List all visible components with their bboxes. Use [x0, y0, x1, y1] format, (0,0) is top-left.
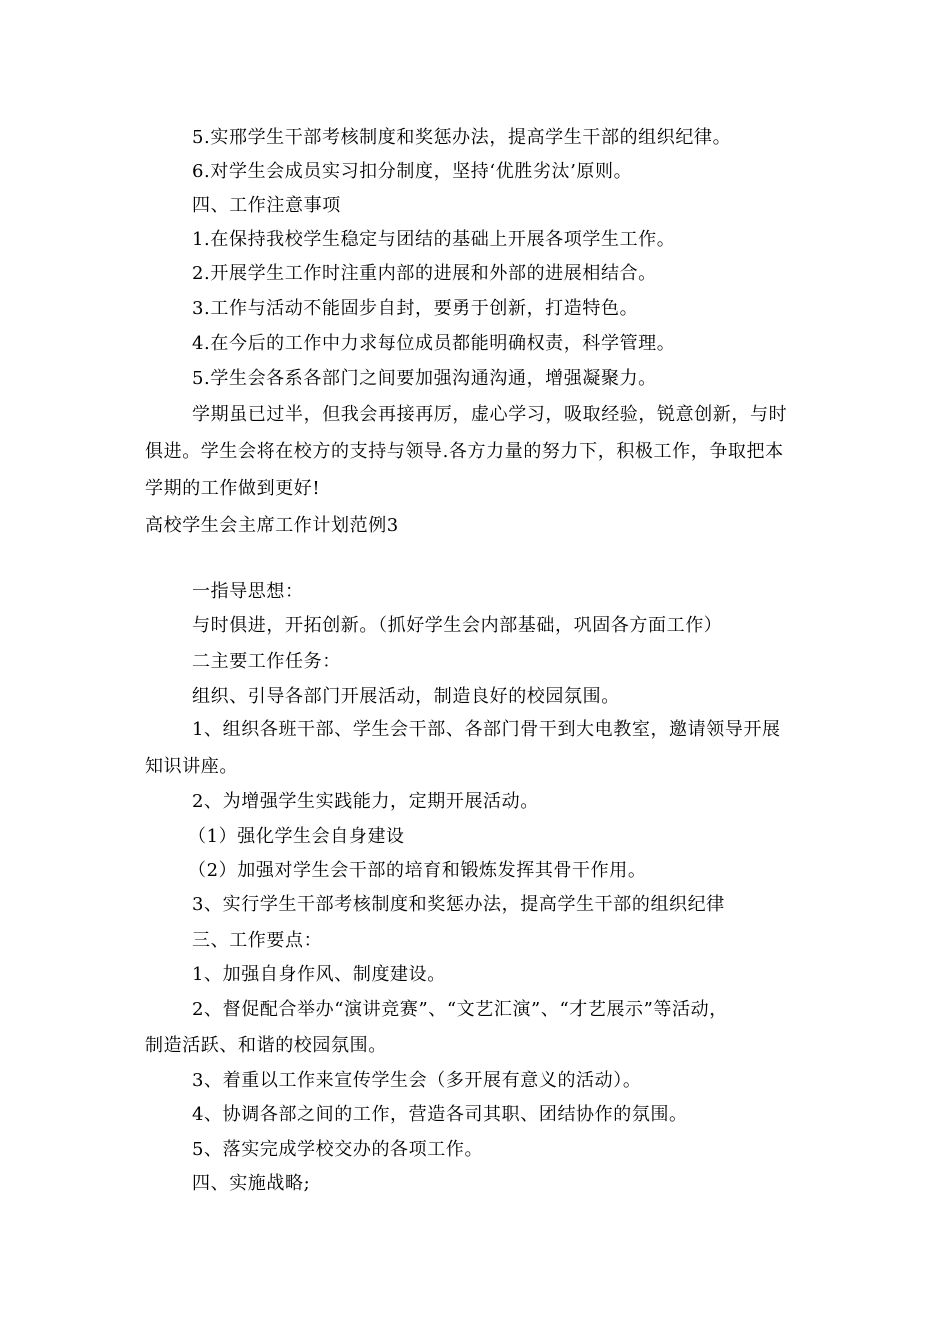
text-line: 学期的工作做到更好! [145, 478, 321, 499]
text-line: 2.开展学生工作时注重内部的进展和外部的进展相结合。 [192, 263, 657, 284]
text-line: 与时俱进，开拓创新。（抓好学生会内部基础，巩固各方面工作） [192, 615, 723, 636]
text-line: 4、协调各部之间的工作，营造各司其职、团结协作的氛围。 [192, 1104, 688, 1125]
section-heading: 三、工作要点： [192, 930, 323, 951]
text-line: 1.在保持我校学生稳定与团结的基础上开展各项学生工作。 [192, 229, 676, 250]
text-line: 5.实邢学生干部考核制度和奖惩办法，提高学生干部的组织纪律。 [192, 127, 732, 148]
text-line: 学期虽已过半，但我会再接再厉，虚心学习，吸取经验，锐意创新，与时 [192, 404, 788, 425]
text-line: （1）强化学生会自身建设 [188, 826, 405, 847]
section-heading: 二主要工作任务： [192, 651, 341, 672]
text-line: 俱进。学生会将在校方的支持与领导.各方力量的努力下，积极工作，争取把本 [145, 441, 784, 462]
document-title: 高校学生会主席工作计划范例3 [145, 515, 399, 536]
text-line: 3.工作与活动不能固步自封，要勇于创新，打造特色。 [192, 298, 639, 319]
section-heading: 四、实施战略; [192, 1173, 311, 1194]
text-line: 知识讲座。 [145, 756, 238, 777]
section-heading: 一指导思想： [192, 581, 304, 602]
text-line: 制造活跃、和谐的校园氛围。 [145, 1035, 387, 1056]
text-line: 5.学生会各系各部门之间要加强沟通沟通，增强凝聚力。 [192, 368, 657, 389]
text-line: 3、实行学生干部考核制度和奖惩办法，提高学生干部的组织纪律 [192, 894, 725, 915]
text-line: 组织、引导各部门开展活动，制造良好的校园氛围。 [192, 686, 620, 707]
text-line: 1、加强自身作风、制度建设。 [192, 964, 446, 985]
text-line: 3、着重以工作来宣传学生会（多开展有意义的活动）。 [192, 1070, 642, 1091]
text-line: 4.在今后的工作中力求每位成员都能明确权责，科学管理。 [192, 333, 676, 354]
text-line: 2、为增强学生实践能力，定期开展活动。 [192, 791, 539, 812]
text-line: 5、落实完成学校交办的各项工作。 [192, 1139, 484, 1160]
text-line: （2）加强对学生会干部的培育和锻炼发挥其骨干作用。 [188, 860, 647, 881]
text-line: 1、组织各班干部、学生会干部、各部门骨干到大电教室，邀请领导开展 [192, 719, 781, 740]
section-heading: 四、工作注意事项 [192, 195, 341, 216]
text-line: 2、督促配合举办“演讲竞赛”、“文艺汇演”、“才艺展示”等活动， [192, 999, 728, 1020]
text-line: 6.对学生会成员实习扣分制度，坚持‘优胜劣汰’原则。 [192, 161, 633, 182]
